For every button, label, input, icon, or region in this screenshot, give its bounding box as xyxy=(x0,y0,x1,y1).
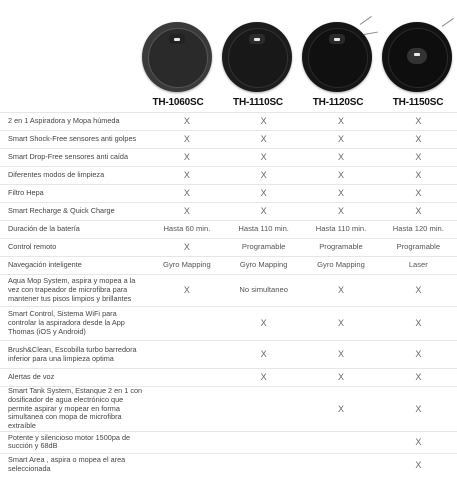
feature-label: Smart Tank System, Estanque 2 en 1 con dosificador de agua electrónico que permite aspirar y mopear en forma simultanea con mopa de microfibra extraíble xyxy=(0,387,149,432)
table-row xyxy=(0,453,457,476)
model-name: TH-1150SC xyxy=(392,97,444,108)
table-row xyxy=(0,113,457,131)
product-header xyxy=(0,0,457,112)
feature-value: X xyxy=(225,341,302,369)
feature-value: X xyxy=(302,307,379,341)
feature-label: Alertas de voz xyxy=(0,369,149,387)
feature-value: No simultaneo xyxy=(225,275,302,307)
table-row xyxy=(0,167,457,185)
product-th-1110sc xyxy=(218,0,298,112)
product-th-1060sc xyxy=(138,0,218,112)
feature-value: X xyxy=(225,369,302,387)
table-row xyxy=(0,341,457,369)
feature-value: X xyxy=(302,167,379,185)
robot-vacuum-black-display-icon xyxy=(382,22,452,92)
feature-value xyxy=(302,453,379,476)
feature-value: X xyxy=(225,203,302,221)
feature-value: X xyxy=(225,185,302,203)
robot-vacuum-black-brushes-icon xyxy=(302,22,372,92)
feature-label: Smart Control, Sistema WiFi para controlar la aspiradora desde la App Thomas (iOS y Android) xyxy=(0,307,149,341)
feature-value: X xyxy=(380,131,457,149)
feature-value xyxy=(225,453,302,476)
feature-value: Gyro Mapping xyxy=(225,257,302,275)
product-th-1150sc xyxy=(378,0,457,112)
feature-value: X xyxy=(302,113,379,131)
feature-label: Filtro Hepa xyxy=(0,185,149,203)
table-row xyxy=(0,275,457,307)
feature-value: X xyxy=(225,131,302,149)
feature-value: X xyxy=(380,167,457,185)
feature-value: X xyxy=(225,167,302,185)
feature-value: X xyxy=(302,369,379,387)
feature-value: X xyxy=(225,113,302,131)
feature-value: Programable xyxy=(225,239,302,257)
feature-value: Hasta 120 min. xyxy=(380,221,457,239)
model-name: TH-1060SC xyxy=(152,97,204,108)
feature-value: Programable xyxy=(380,239,457,257)
feature-value xyxy=(149,387,225,432)
feature-value xyxy=(225,431,302,453)
table-row xyxy=(0,431,457,453)
feature-value: X xyxy=(380,369,457,387)
table-row xyxy=(0,239,457,257)
feature-value: X xyxy=(302,131,379,149)
table-row xyxy=(0,149,457,167)
robot-vacuum-gray-icon xyxy=(142,22,212,92)
feature-label: Navegación inteligente xyxy=(0,257,149,275)
feature-label: Control remoto xyxy=(0,239,149,257)
feature-value: X xyxy=(302,203,379,221)
feature-value: X xyxy=(225,307,302,341)
feature-value xyxy=(149,431,225,453)
robot-vacuum-black-icon xyxy=(222,22,292,92)
feature-value xyxy=(149,453,225,476)
feature-value: Laser xyxy=(380,257,457,275)
feature-value: X xyxy=(380,453,457,476)
table-row xyxy=(0,307,457,341)
feature-value xyxy=(302,431,379,453)
feature-value: Hasta 110 min. xyxy=(225,221,302,239)
feature-label: Brush&Clean, Escobilla turbo barredora inferior para una limpieza optima xyxy=(0,341,149,369)
feature-value: X xyxy=(380,431,457,453)
table-row xyxy=(0,203,457,221)
feature-label: Diferentes modos de limpieza xyxy=(0,167,149,185)
feature-value: Gyro Mapping xyxy=(302,257,379,275)
table-row xyxy=(0,369,457,387)
table-row xyxy=(0,185,457,203)
feature-label: Smart Recharge & Quick Charge xyxy=(0,203,149,221)
feature-value: X xyxy=(225,149,302,167)
feature-value: X xyxy=(149,203,225,221)
feature-value xyxy=(149,341,225,369)
feature-value xyxy=(149,307,225,341)
table-row xyxy=(0,221,457,239)
comparison-table xyxy=(0,112,457,476)
feature-value: Programable xyxy=(302,239,379,257)
feature-value: X xyxy=(302,275,379,307)
feature-value: X xyxy=(302,341,379,369)
table-row xyxy=(0,257,457,275)
feature-value: X xyxy=(149,131,225,149)
feature-value: X xyxy=(302,185,379,203)
feature-value: Hasta 110 min. xyxy=(302,221,379,239)
feature-value: X xyxy=(380,149,457,167)
feature-label: Duración de la batería xyxy=(0,221,149,239)
feature-value: X xyxy=(302,387,379,432)
model-name: TH-1110SC xyxy=(233,97,283,108)
feature-value: X xyxy=(380,341,457,369)
feature-label: Aqua Mop System, aspira y mopea a la vez con trapeador de microfibra para mantener tus pisos limpios y brillantes xyxy=(0,275,149,307)
feature-label: Smart Area , aspira o mopea el area seleccionada xyxy=(0,453,149,476)
table-row xyxy=(0,387,457,432)
feature-value: Hasta 60 min. xyxy=(149,221,225,239)
feature-value: X xyxy=(380,185,457,203)
feature-value: X xyxy=(380,275,457,307)
feature-value: X xyxy=(149,239,225,257)
feature-value: X xyxy=(149,167,225,185)
feature-value xyxy=(149,369,225,387)
feature-label: Smart Shock-Free sensores anti golpes xyxy=(0,131,149,149)
feature-label: 2 en 1 Aspiradora y Mopa húmeda xyxy=(0,113,149,131)
model-name: TH-1120SC xyxy=(312,97,364,108)
product-th-1120sc xyxy=(298,0,378,112)
feature-value: X xyxy=(149,113,225,131)
feature-value: X xyxy=(380,113,457,131)
feature-label: Potente y silencioso motor 1500pa de succión y 68dB xyxy=(0,431,149,453)
feature-value: X xyxy=(149,149,225,167)
feature-value xyxy=(225,387,302,432)
table-row xyxy=(0,131,457,149)
feature-value: X xyxy=(149,185,225,203)
feature-value: X xyxy=(380,387,457,432)
feature-value: Gyro Mapping xyxy=(149,257,225,275)
feature-value: X xyxy=(302,149,379,167)
feature-value: X xyxy=(380,307,457,341)
feature-value: X xyxy=(380,203,457,221)
feature-value: X xyxy=(149,275,225,307)
feature-label: Smart Drop-Free sensores anti caída xyxy=(0,149,149,167)
